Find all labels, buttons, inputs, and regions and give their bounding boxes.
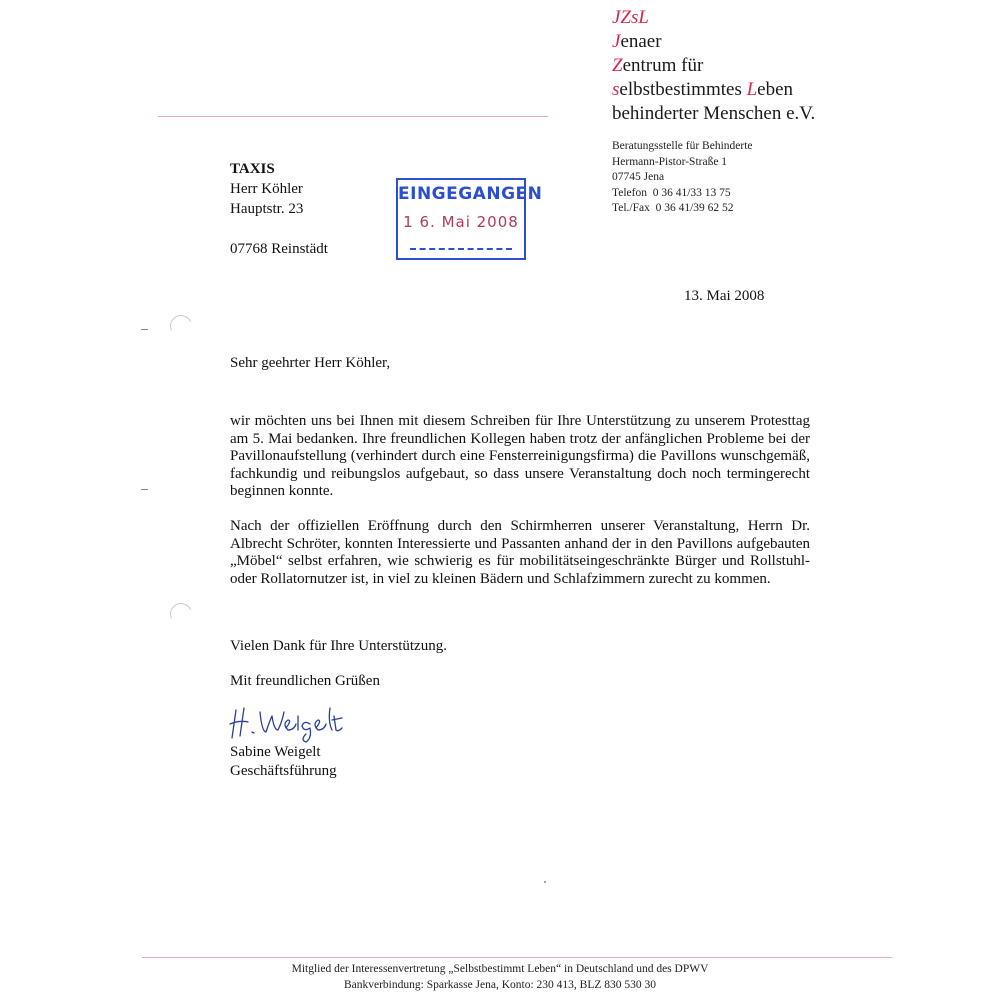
fold-mark xyxy=(141,329,148,330)
received-stamp xyxy=(396,178,543,260)
recipient-street: Hauptstr. 23 xyxy=(230,201,304,217)
thanks-line: Vielen Dank für Ihre Unterstützung. xyxy=(230,638,447,654)
logo-initial: J xyxy=(612,31,621,52)
logo-line xyxy=(612,78,815,102)
salutation: Sehr geehrter Herr Köhler, xyxy=(230,355,391,371)
logo-line xyxy=(612,102,815,126)
logo-initial: s xyxy=(612,79,620,100)
recipient-address xyxy=(230,159,328,259)
body-paragraph: wir möchten uns bei Ihnen mit diesem Schreiben für Ihre Unterstützung zu unserem Protesttag am 5. Mai bedanken. Ihre freundlichen Kollegen haben trotz der anfänglichen Probleme bei der Pavillonaufstellung (verhindert durch eine Fensterreinigungsfirma) die Pavillons wunschgemäß, fachkundig und reibungslos aufgebaut, so dass unsere Veranstaltung doch noch termingerecht beginnen konnte. xyxy=(230,413,810,499)
fax-label: Tel./Fax xyxy=(612,202,650,214)
handwritten-signature xyxy=(226,702,356,744)
stamp-dashed-line xyxy=(410,248,512,250)
recipient-name: Herr Köhler xyxy=(230,181,303,197)
stamp-date: 1 6. Mai 2008 xyxy=(403,213,519,231)
signatory xyxy=(230,743,337,781)
logo-text: eben xyxy=(757,79,794,100)
recipient-city: 07768 Reinstädt xyxy=(230,241,328,257)
office-street: Hermann-Pistor-Straße 1 xyxy=(612,155,728,168)
office-name: Beratungsstelle für Behinderte xyxy=(612,140,753,152)
punch-hole-mark xyxy=(167,312,195,340)
scan-speck xyxy=(544,881,546,883)
office-phone xyxy=(612,186,753,202)
office-city: 07745 Jena xyxy=(612,171,665,183)
logo-abbreviation: JZsL xyxy=(612,7,649,28)
signatory-role: Geschäftsführung xyxy=(230,763,337,779)
office-address xyxy=(612,139,753,217)
fold-mark xyxy=(141,489,148,490)
logo-line xyxy=(612,30,815,54)
header-divider xyxy=(158,116,548,117)
phone-number: 0 36 41/33 13 75 xyxy=(652,186,731,199)
letter-date: 13. Mai 2008 xyxy=(684,288,765,304)
phone-label: Telefon xyxy=(612,186,647,199)
footer-membership: Mitglied der Interessenvertretung „Selbstbestimmt Leben“ in Deutschland und des DPWV xyxy=(291,963,709,975)
fax-number: 0 36 41/39 62 52 xyxy=(655,202,734,214)
logo-line xyxy=(612,54,815,78)
stamp-title: EINGEGANGEN xyxy=(398,184,543,204)
logo-text: entrum für xyxy=(622,55,704,76)
logo-initial: L xyxy=(746,79,758,100)
signatory-name: Sabine Weigelt xyxy=(230,744,321,760)
recipient-company: TAXIS xyxy=(230,161,275,177)
logo-text: behinderter Menschen e.V. xyxy=(612,103,816,124)
logo-text: elbstbestimmtes xyxy=(619,79,747,100)
logo-text: enaer xyxy=(620,31,662,52)
punch-hole-mark xyxy=(167,600,195,628)
footer-bank: Bankverbindung: Sparkasse Jena, Konto: 230 413, BLZ 830 530 30 xyxy=(343,978,657,991)
office-fax xyxy=(612,201,753,217)
closing-line: Mit freundlichen Grüßen xyxy=(230,673,380,689)
organization-logo xyxy=(612,6,815,126)
footer-divider xyxy=(142,957,892,958)
body-paragraph: Nach der offiziellen Eröffnung durch den Schirmherren unserer Veranstaltung, Herrn Dr. Albrecht Schröter, konnten Interessierte und Passanten anhand der in den Pavillons aufgebauten „Möbel“ selbst erfahren, wie schwierig es für mobilitätseingeschränkte Bürger und Rollstuhl- oder Rollatornutzer ist, in viel zu kleinen Bädern und Schlafzimmern zurecht zu kommen. xyxy=(230,518,810,587)
logo-initial: Z xyxy=(612,55,623,76)
footer xyxy=(200,962,800,993)
